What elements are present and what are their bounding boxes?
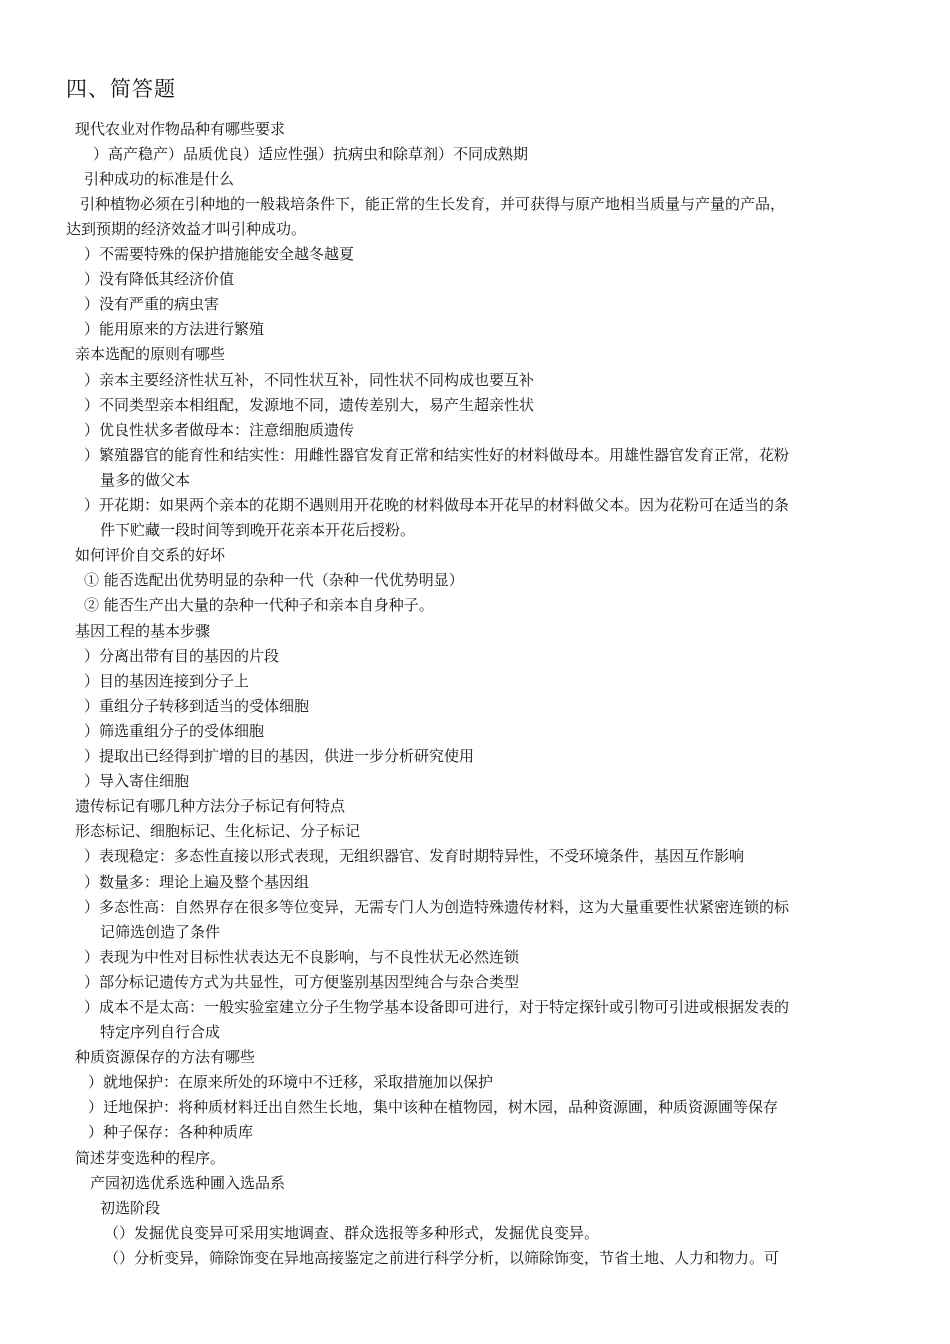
list-item: ）筛选重组分子的受体细胞 [84,722,265,740]
list-item-continuation: 件下贮藏一段时间等到晚开花亲本开花后授粉。 [100,521,416,539]
list-item: ）提取出已经得到扩增的目的基因，供进一步分析研究使用 [84,747,475,765]
question-inbred-line: 如何评价自交系的好坏 [75,546,226,564]
list-item-continuation: 特定序列自行合成 [100,1023,221,1041]
list-item: ）分离出带有目的基因的片段 [84,647,280,665]
list-item: ）没有降低其经济价值 [84,270,235,288]
list-item-continuation: 量多的做父本 [100,471,191,489]
list-item: ）没有严重的病虫害 [84,295,220,313]
question-genetic-engineering: 基因工程的基本步骤 [75,622,211,640]
list-item: ）导入寄住细胞 [84,772,190,790]
list-item: ② 能否生产出大量的杂种一代种子和亲本自身种子。 [84,596,434,614]
list-item: （）分析变异，筛除饰变在异地高接鉴定之前进行科学分析，以筛除饰变，节省土地、人力和物力。可 [104,1249,780,1267]
list-item: ）不同类型亲本相组配，发源地不同，遗传差别大，易产生超亲性状 [84,396,535,414]
answer-line: 引种植物必须在引种地的一般栽培条件下，能正常的生长发育，并可获得与原产地相当质量与产量的产品， [80,195,786,213]
list-item: ）繁殖器官的能育性和结实性：用雌性器官发育正常和结实性好的材料做母本。用雄性器官发育正常，花粉 [84,446,790,464]
list-item: ）多态性高：自然界存在很多等位变异，无需专门人为创造特殊遗传材料，这为大量重要性状紧密连锁的标 [84,898,790,916]
list-item: ）亲本主要经济性状互补，不同性状互补，同性状不同构成也要互补 [84,371,535,389]
question-bud-mutation: 简述芽变选种的程序。 [75,1149,226,1167]
question-germplasm-conservation: 种质资源保存的方法有哪些 [75,1048,256,1066]
question-introduction-success: 引种成功的标准是什么 [84,170,235,188]
list-item-continuation: 记筛选创造了条件 [100,923,221,941]
list-item: ）种子保存：各种种质库 [88,1123,254,1141]
question-modern-agriculture: 现代农业对作物品种有哪些要求 [75,120,286,138]
question-parent-selection: 亲本选配的原则有哪些 [75,345,226,363]
sub-heading: 初选阶段 [100,1199,161,1217]
list-item: ）表现为中性对目标性状表达无不良影响，与不良性状无必然连锁 [84,948,520,966]
list-item: ）表现稳定：多态性直接以形式表现，无组织器官、发育时期特异性，不受环境条件，基因互作影响 [84,847,745,865]
list-item: ）就地保护：在原来所处的环境中不迁移，采取措施加以保护 [88,1073,494,1091]
list-item: ）目的基因连接到分子上 [84,672,250,690]
question-genetic-markers: 遗传标记有哪几种方法分子标记有何特点 [75,797,346,815]
answer-line: ）高产稳产）品质优良）适应性强）抗病虫和除草剂）不同成熟期 [93,145,529,163]
list-item: ）数量多：理论上遍及整个基因组 [84,873,310,891]
list-item: ）优良性状多者做母本：注意细胞质遗传 [84,421,355,439]
list-item: ）不需要特殊的保护措施能安全越冬越夏 [84,245,355,263]
list-item: ）成本不是太高：一般实验室建立分子生物学基本设备即可进行，对于特定探针或引物可引进或根据发表的 [84,998,790,1016]
list-item: ）部分标记遗传方式为共显性，可方便鉴别基因型纯合与杂合类型 [84,973,520,991]
list-item: （）发掘优良变异可采用实地调查、群众选报等多种形式，发掘优良变异。 [104,1224,600,1242]
list-item: ）开花期：如果两个亲本的花期不遇则用开花晚的材料做母本开花早的材料做父本。因为花粉可在适当的条 [84,496,790,514]
list-item: ① 能否选配出优势明显的杂种一代（杂种一代优势明显） [84,571,464,589]
list-item: ）迁地保护：将种质材料迁出自然生长地，集中该种在植物园，树木园，品种资源圃，种质资源圃等保存 [88,1098,779,1116]
answer-line: 达到预期的经济效益才叫引种成功。 [66,220,307,238]
list-item: ）重组分子转移到适当的受体细胞 [84,697,310,715]
list-item: ）能用原来的方法进行繁殖 [84,320,265,338]
section-title: 四、简答题 [66,77,176,101]
answer-line: 产园初选优系选种圃入选品系 [90,1174,286,1192]
answer-line: 形态标记、细胞标记、生化标记、分子标记 [75,822,361,840]
